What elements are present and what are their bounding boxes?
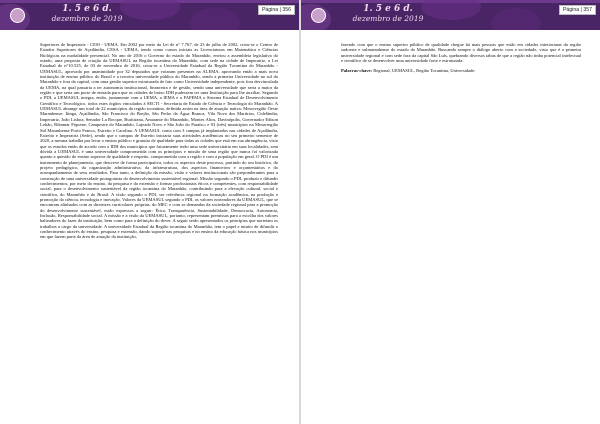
event-title (42, 4, 132, 24)
page-header (0, 0, 299, 30)
body-text (341, 42, 581, 74)
event-logo-icon (311, 8, 326, 23)
event-title-line1: 1. 5 e 6 d. (363, 4, 413, 14)
page-number: Página | 356 (258, 5, 295, 15)
page-header (301, 0, 600, 30)
left-page (0, 0, 299, 424)
body-text (40, 42, 278, 240)
event-logo-icon (10, 8, 25, 23)
event-title-line2: dezembro de 2019 (51, 14, 123, 23)
keywords-value: Regional, UEMASUL, Região Tocantina, Universidade. (373, 68, 476, 74)
event-title-line1: 1. 5 e 6 d. (62, 4, 112, 14)
page-number: Página | 357 (559, 5, 596, 15)
keywords-label: Palavras-chave: (341, 68, 373, 74)
header-decoration (491, 8, 541, 30)
event-title-line2: dezembro de 2019 (352, 14, 424, 23)
right-page (301, 0, 600, 424)
paragraph: Superiores de Imperatriz - CESI - UEMA. Em 2002 por meio da Lei de n° 7.767, de 23 de julho de 2002, criou-se o Centro de Estudos Superiores de Açailândia, CESA - UEMA, tendo como cursos iniciais as Licenciaturas em Matemática e Ciências Biológicas na modalidade presencial. No ano de 2016 o Governo do estado do Maranhão, enviou a assembleia legislativa do estado, uma proposta de criação da UEMASUL na Região tocantina do Maranhão, com sede na cidade de Imperatriz, a Lei Estadual de n°10.525, de 03 de novembro de 2016, criou-se a Universidade Estadual da Região Tocantina do Maranhão - UEMASUL, aprovada por unanimidade por 32 deputados que votaram presentes na ALEMA, aprovando então a mais nova instituição de ensino público do Brasil e a terceira universidade pública do Maranhão, sendo a primeira Universidade no sul do Maranhão e fora da capital, com uma gestão superior estruturada de fato como Universidade independente, pois fora desvinculada da UEMA, na qual passaria a ter autonomia institucional, financeira e de gestão, sendo uma universidade que seria a maior da região e que seria um porto de entrada para que as cidades de baixo IDH pudessem ter uma Instituição para lhe auxiliar. Segundo o PDI, a UEMASUL integra, então, juntamente com a UEMA, a IEMA e a FAPEMA o Sistema Estadual de Desenvolvimento Científico e Tecnológico, todos estes órgãos vinculados à SECTI - Secretaria de Estado de Ciência e Tecnologia do Maranhão. A UEMASUL abrange um total de 22 municípios da região tocantina, definida assim na área de atuação nativa: Mesorregião Oeste Maranhense: Itinga, Açailândia, São Francisco do Brejão, São Pedro da Água Branca, Vila Nova dos Martírios, Cidelândia, Imperatriz, João Lisboa, Senador La Rocque, Buritirana, Amarante do Maranhão, Montes Altos, Davinópolis, Governador Edison Lobão, Ribamar Fiquene, Campestre do Maranhão, Lajeado Novo e São João do Paraíso; e 03 (três) municípios na Mesorregião Sul Maranhense Porto Franco, Estreito e Carolina. A UEMASUL conta com 3 campus já implantados nas cidades de Açailândia, Estreito e Imperatriz (Sede), sendo que o campus de Estreito iniciaria suas atividades acadêmicas no seu primeiro semestre de 2020, a mesma trabalha pra levar o ensino público e gratuito de qualidade para todas as cidades que está em sua abrangência, visto que os estudos então de acordo com o IDH dos municípios que futuramente terão uma sede universitária em suas localidades, sem dúvida a UEMASUL é uma universidade comprometida com os princípios e missão de uma região que nunca foi valorizada quanto a questão do ensino superior de qualidade e respeito, comprometida com a região e com a população em geral. O PDI é um instrumento de planejamento, que descreve de forma participativa, todos os aspectos deste processo, partindo do seu histórico, do projeto pedagógico, da organização administrativa, da infraestrutura, dos aspectos financeiros e orçamentários e do acompanhamento de seus resultados. Para tanto, a definição da missão, visão e valores institucionais são preponderantes para a construção de uma universidade protagonista do desenvolvimento sustentável regional. Missão segundo o PDI, produzir e difundir conhecimentos, por meio do ensino, da pesquisa e da extensão e formar profissionais éticos e competentes, com responsabilidade social, para o desenvolvimento sustentável da região tocantina do Maranhão, contribuindo para a elevação cultural, social e científica, do Maranhão e do Brasil. A visão segundo o PDI, ser referência regional na formação acadêmica, na produção e promoção da ciência, tecnologia e inovação. Valores da UEMASUL segundo o PDI, os valores norteadores da UEMASUL, que se encontram alinhados com as diretrizes curriculares próprias, do MEC e com as demandas da sociedade regional para a promoção do desenvolvimento sustentável, estão expressos a seguir: Ética, Transparência, Sustentabilidade, Democracia, Autonomia, Inclusão, Responsabilidade social. A missão e a visão da UEMASUL, portanto, representam premissas para a escolha dos valores balizadores do fazer da instituição, bem como para a definição do dever. A seguir serão apresentados os princípios que norteiam os trabalhos a cargo da universidade. A universidade Estadual da Região tocantina do Maranhão, tem o papel e intuito de difundir o conhecimento através do ensino, pesquisa e extensão, dando suporte nas pesquisas e no ensino da educação básica nos municípios em que fazem parte da área de atuação da instituição, (40, 42, 278, 240)
keywords (341, 68, 581, 73)
event-title (343, 4, 433, 24)
header-decoration (190, 8, 240, 30)
paragraph: fazendo com que o ensino superior público de qualidade chegue há mais pessoas que estão em cidades interioranas da região sudoeste e sulmaranhense do estado do Maranhão. Buscando sempre o diálogo aberto com a sociedade, visto que é a primeira universidade regional e com sede fora da capital São Luís, quebrando diversos tabus de que a região não tinha potencial intelectual e científico de se desenvolver uma universidade forte e estruturada. (341, 42, 581, 64)
